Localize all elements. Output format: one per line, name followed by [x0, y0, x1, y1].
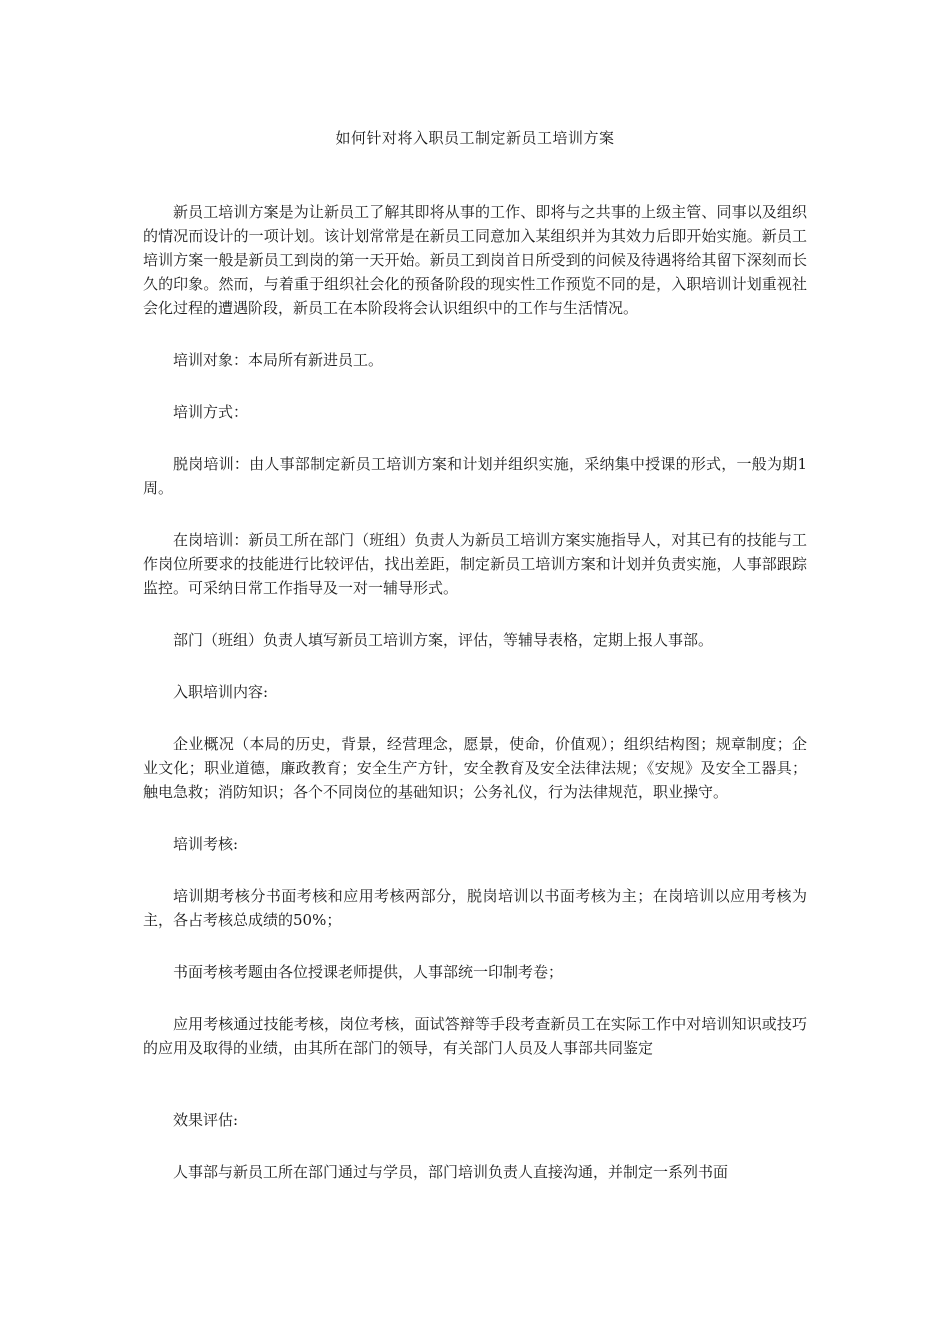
paragraph-written-exam: 书面考核考题由各位授课老师提供，人事部统一印制考卷； — [173, 963, 564, 981]
paragraph-content-heading: 入职培训内容: — [173, 683, 269, 701]
paragraph-evaluation-text: 人事部与新员工所在部门通过与学员，部门培训负责人直接沟通，并制定一系列书面 — [173, 1163, 729, 1181]
paragraph-intro: 新员工培训方案是为让新员工了解其即将从事的工作、即将与之共事的上级主管、同事以及组织的情况而设计的一项计划。该计划常常是在新员工同意加入某组织并为其效力后即开始实施。新员工培训方案一般是新员工到岗的第一天开始。新员工到岗首日所受到的问候及待遇将给其留下深刻而长久的印象。然而，与着重于组织社会化的预备阶段的现实性工作预览不同的是，入职培训计划重视社会化过程的遭遇阶段，新员工在本阶段将会认识组织中的工作与生活情况。 — [143, 203, 807, 317]
paragraph-off-job-training: 脱岗培训：由人事部制定新员工培训方案和计划并组织实施，采纳集中授课的形式，一般为期1周。 — [143, 455, 807, 497]
paragraph-training-method-heading: 培训方式： — [173, 403, 249, 421]
document-title: 如何针对将入职员工制定新员工培训方案 — [335, 129, 615, 147]
paragraph-content-list: 企业概况（本局的历史，背景，经营理念，愿景，使命，价值观）；组织结构图；规章制度；企业文化；职业道德，廉政教育；安全生产方针，安全教育及安全法律法规；《安规》及安全工器具；触电急救；消防知识；各个不同岗位的基础知识；公务礼仪，行为法律规范，职业操守。 — [143, 735, 807, 801]
paragraph-on-job-training: 在岗培训：新员工所在部门（班组）负责人为新员工培训方案实施指导人，对其已有的技能与工作岗位所要求的技能进行比较评估，找出差距，制定新员工培训方案和计划并负责实施，人事部跟踪监控。可采纳日常工作指导及一对一辅导形式。 — [143, 531, 807, 597]
paragraph-assessment-split: 培训期考核分书面考核和应用考核两部分，脱岗培训以书面考核为主；在岗培训以应用考核为主，各占考核总成绩的50%； — [143, 887, 807, 929]
paragraph-applied-exam: 应用考核通过技能考核，岗位考核，面试答辩等手段考查新员工在实际工作中对培训知识或技巧的应用及取得的业绩，由其所在部门的领导，有关部门人员及人事部共同鉴定 — [143, 1015, 807, 1057]
paragraph-training-target: 培训对象：本局所有新进员工。 — [173, 351, 384, 369]
paragraph-evaluation-heading: 效果评估: — [173, 1111, 239, 1129]
document-body — [143, 200, 807, 1212]
paragraph-department-reporting: 部门（班组）负责人填写新员工培训方案，评估，等辅导表格，定期上报人事部。 — [173, 631, 714, 649]
paragraph-assessment-heading: 培训考核: — [173, 835, 239, 853]
